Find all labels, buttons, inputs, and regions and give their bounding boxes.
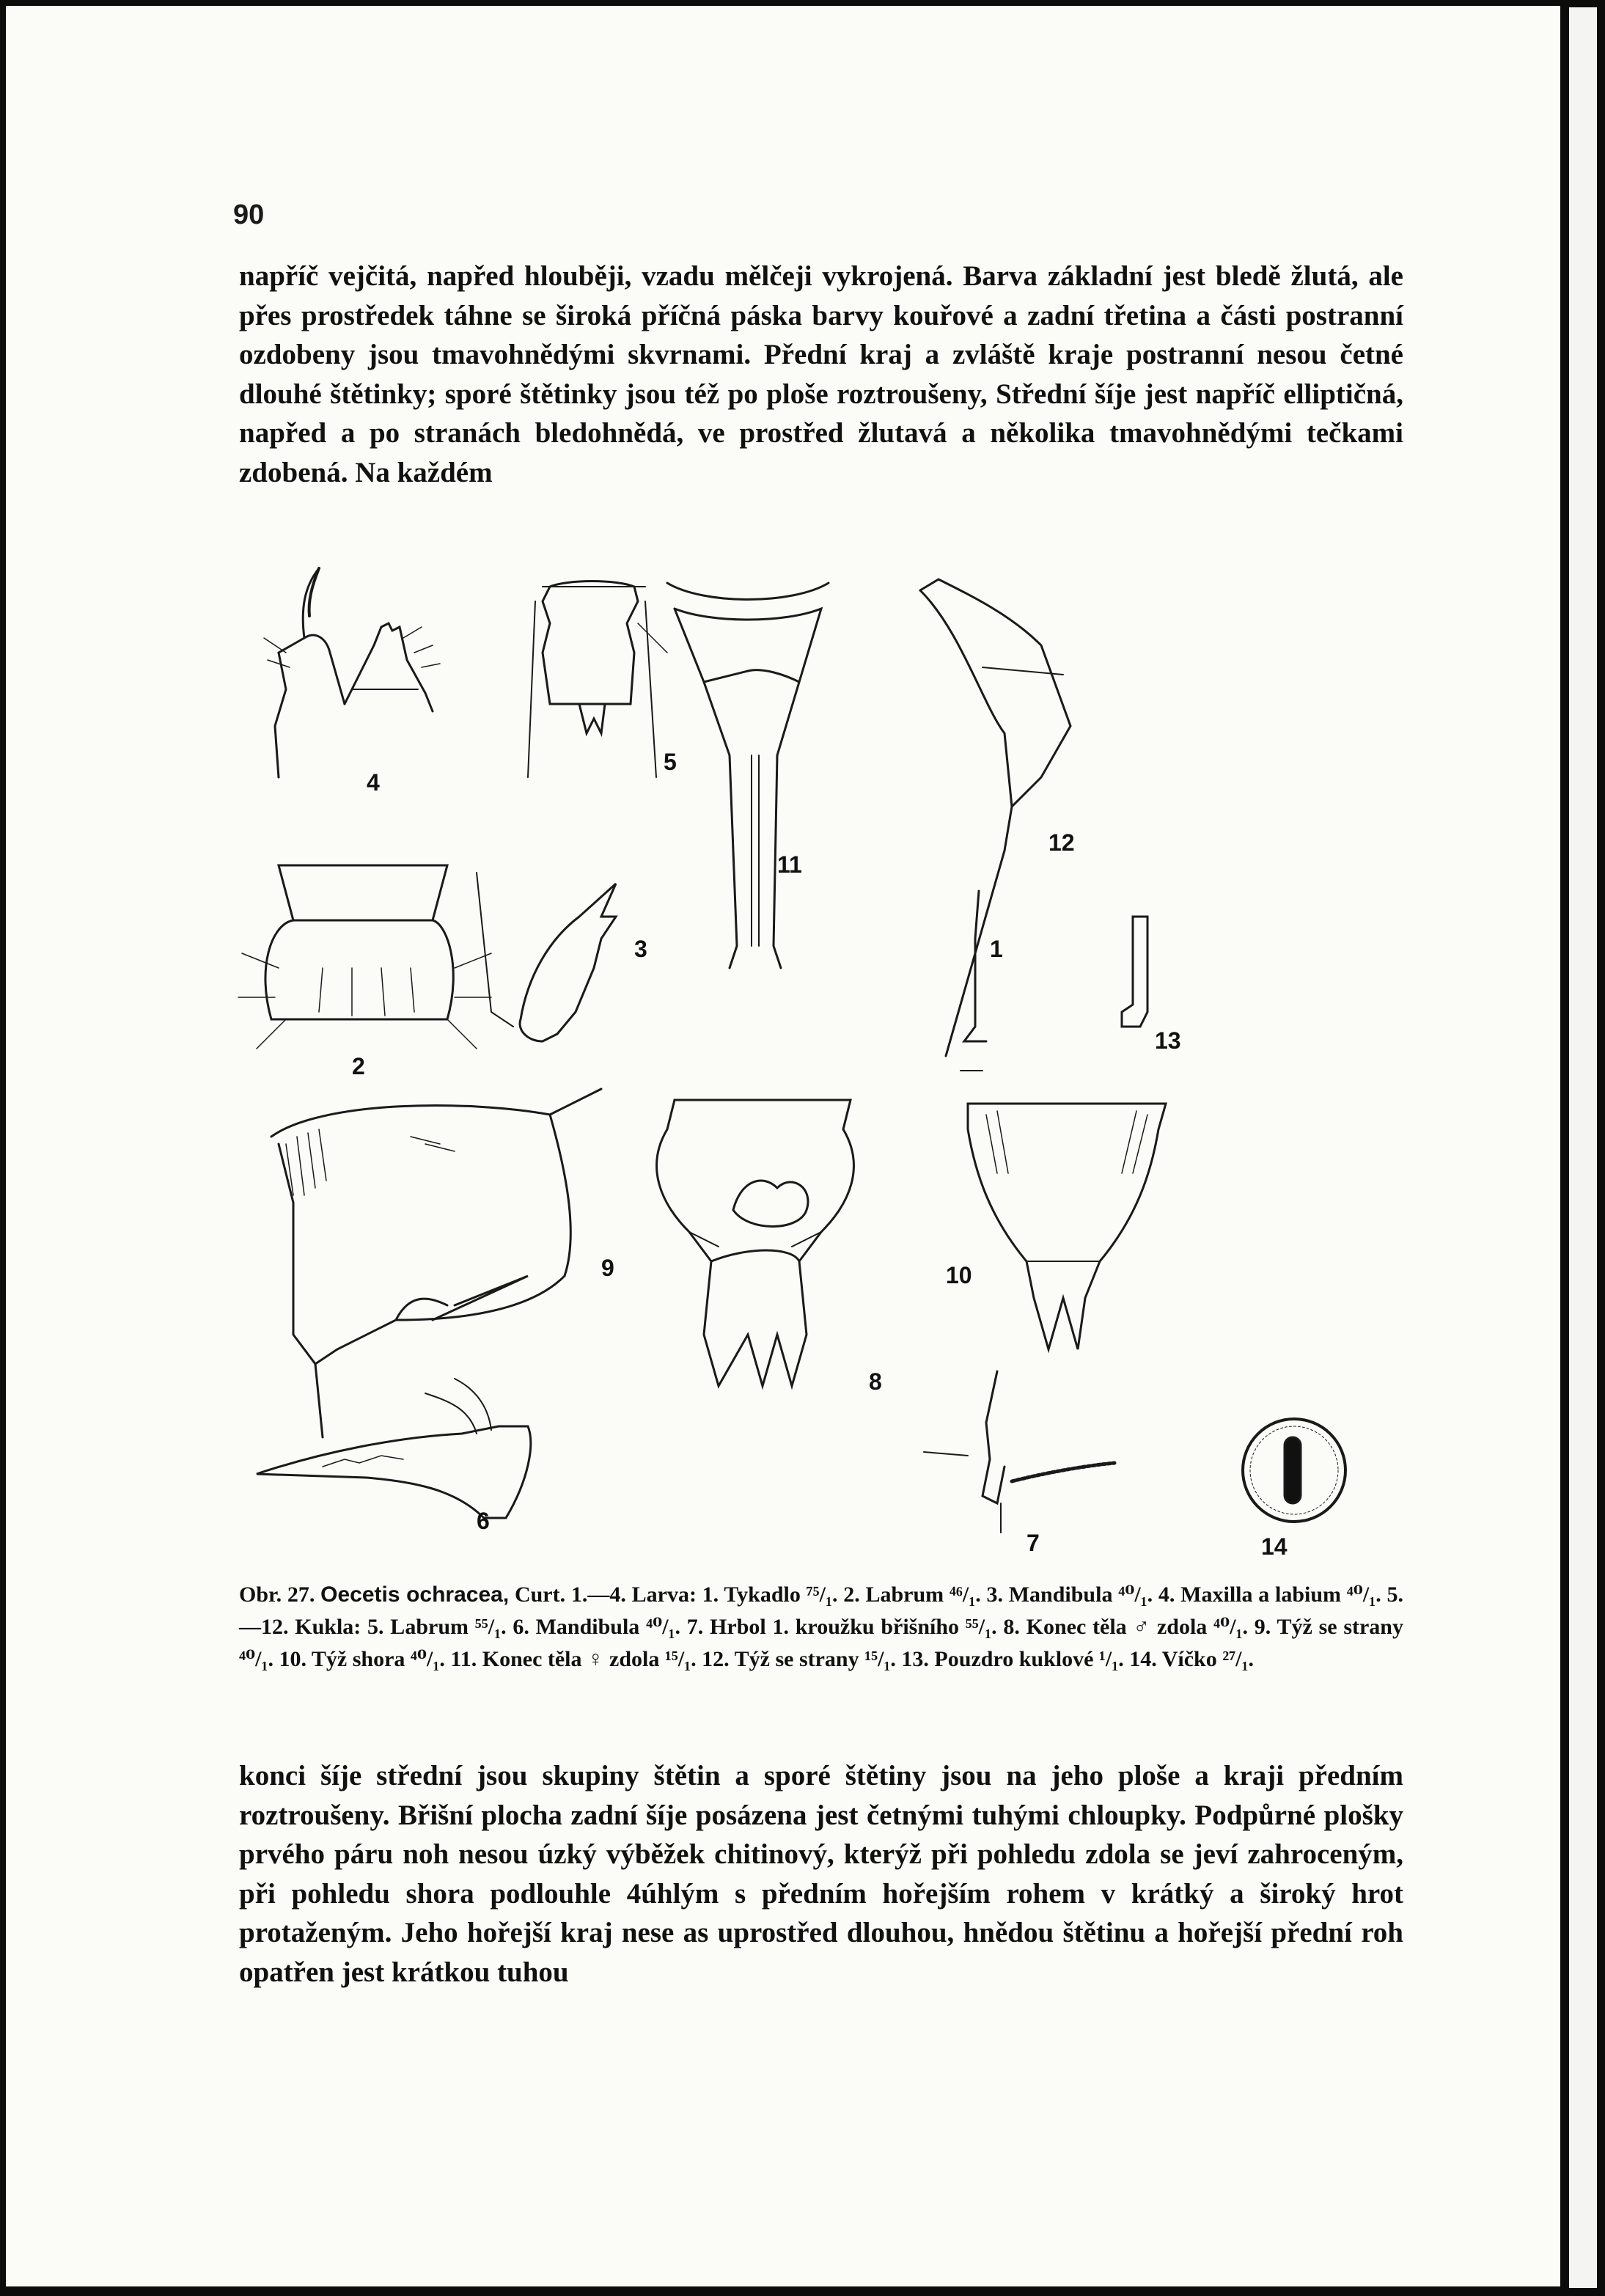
figure-label-5: 5 — [664, 749, 677, 775]
figure-label-10: 10 — [946, 1262, 972, 1288]
figure-7-abdominal-hump — [924, 1371, 1114, 1533]
figure-label-2: 2 — [352, 1053, 365, 1079]
figure-11-body-end-female — [667, 583, 829, 968]
bottom-paragraph-text: konci šíje střední jsou skupiny štětin a sporé štětiny jsou na jeho ploše a kraji předním roztroušeny. Břišní plocha zadní šíje posázena jest četnými tuhými chloupky. Podpůrné plošky prvého páru noh nesou úzký výběžek chitinový, kterýž při pohledu zdola se jeví zahroceným, při pohledu shora podlouhle 4úhlým s předním hořejším rohem v krátký a široký hrot protaženým. Jeho hořejší kraj nese as uprostřed dlouhou, hnědou štětinu a hořejší přední roh opatřen jest krátkou tuhou — [239, 1760, 1403, 1988]
figure-12-body-end-side — [920, 579, 1070, 1071]
figure-1-antenna — [964, 891, 986, 1041]
figure-label-7: 7 — [1026, 1530, 1040, 1556]
caption-prefix: Obr. 27. — [239, 1582, 315, 1607]
figure-5-labrum — [528, 582, 667, 778]
caption-species: Oecetis ochracea, — [320, 1582, 510, 1607]
figure-illustrations — [235, 557, 1422, 1584]
figure-label-1: 1 — [990, 936, 1003, 962]
figure-3-mandibula — [477, 873, 616, 1041]
figure-caption — [239, 1579, 1403, 1676]
figure-4-maxilla-labium — [264, 568, 440, 777]
top-paragraph — [239, 257, 1403, 492]
figure-13-pupal-case — [1122, 917, 1147, 1027]
figure-2-labrum — [238, 865, 491, 1049]
figure-label-6: 6 — [477, 1508, 490, 1534]
figure-8-body-end-male — [657, 1100, 854, 1386]
page-number: 90 — [233, 199, 265, 230]
figure-label-13: 13 — [1155, 1027, 1181, 1054]
figure-label-3: 3 — [634, 936, 647, 962]
bottom-paragraph — [239, 1756, 1403, 1992]
figure-label-14: 14 — [1261, 1533, 1288, 1560]
caption-text: Curt. 1.—4. Larva: 1. Tykadlo ⁷⁵/₁. 2. Labrum ⁴⁶/₁. 3. Mandibula ⁴⁰/₁. 4. Maxilla a labium ⁴⁰/₁. 5.—12. Kukla: 5. Labrum ⁵⁵/₁. 6. Mandibula ⁴⁰/₁. 7. Hrbol 1. kroužku břišního ⁵⁵/₁. 8. Konec těla ♂ zdola ⁴⁰/₁. 9. Týž se strany ⁴⁰/₁. 10. Týž shora ⁴⁰/₁. 11. Konec těla ♀ zdola ¹⁵/₁. 12. Týž se strany ¹⁵/₁. 13. Pouzdro kuklové ¹/₁. 14. Víčko ²⁷/₁. — [239, 1582, 1404, 1671]
figure-27 — [235, 557, 1422, 1584]
figure-label-11: 11 — [777, 851, 802, 878]
figure-label-8: 8 — [869, 1368, 882, 1395]
figure-label-9: 9 — [601, 1255, 614, 1281]
adjacent-page-edge — [1569, 7, 1597, 2288]
figure-14-operculum — [1243, 1419, 1345, 1522]
figure-label-4: 4 — [367, 769, 380, 796]
top-paragraph-text: napříč vejčitá, napřed hlouběji, vzadu mělčeji vykrojená. Barva základní jest bledě žlutá, ale přes prostředek táhne se široká příčná páska barvy kouřové a zadní třetina a části postranní ozdobeny jsou tmavohnědými skvrnami. Přední kraj a zvláště kraje postranní nesou četné dlouhé štětinky; sporé štětinky jsou též po ploše roztroušeny, Střední šíje jest napříč elliptičná, napřed a po stranách bledohnědá, ve prostřed žlutavá a několika tmavohnědými tečkami zdobená. Na každém — [239, 260, 1403, 488]
figure-label-12: 12 — [1048, 829, 1075, 856]
figure-9-body-end-side — [271, 1089, 601, 1437]
figure-6-mandibula — [257, 1379, 531, 1518]
figure-10-body-end-top — [968, 1104, 1166, 1349]
